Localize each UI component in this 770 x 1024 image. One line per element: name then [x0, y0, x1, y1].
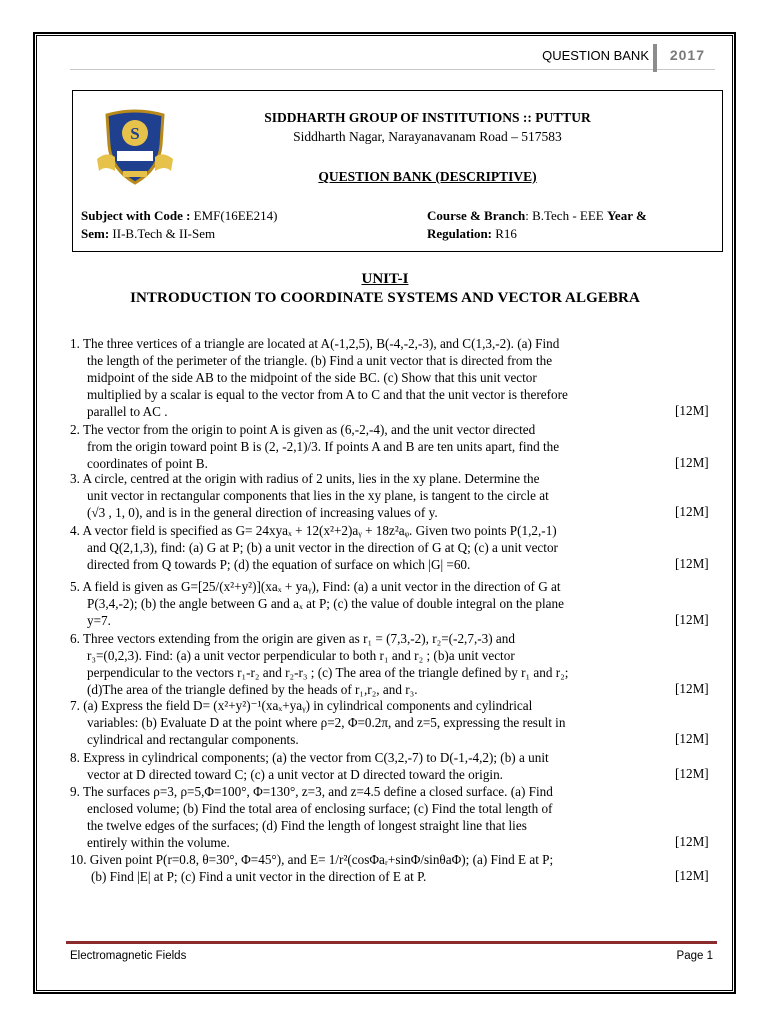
footer-rule [66, 941, 717, 944]
question-line: 3. A circle, centred at the origin with radius of 2 units, lies in the xy plane. Determine the [70, 471, 540, 486]
subject-value: EMF(16EE214) [193, 208, 278, 223]
sem-row [81, 226, 215, 242]
question-line: 6. Three vectors extending from the origin are given as r₁ = (7,3,-2), r₂=(-2,7,-3) and [70, 631, 515, 646]
sem-value: II-B.Tech & II-Sem [112, 226, 216, 241]
question-line: r₃=(0,2,3). Find: (a) a unit vector perpendicular to both r₁ and r₂ ; (b)a unit vector [87, 648, 515, 663]
question-line: (b) Find |E| at P; (c) Find a unit vector in the direction of E at P. [91, 869, 427, 884]
question-marks: [12M] [675, 455, 709, 470]
question-line: 2. The vector from the origin to point A is given as (6,-2,-4), and the unit vector directed [70, 422, 536, 437]
header-year: 2017 [669, 47, 705, 63]
footer-page-number: Page 1 [676, 950, 713, 962]
question-line: 1. The three vertices of a triangle are located at A(-1,2,5), B(-4,-2,-3), and C(1,3,-2). (a) Find [70, 336, 560, 351]
question-line: (d)The area of the triangle defined by the heads of r₁,r₂, and r₃. [87, 682, 418, 697]
question-line: coordinates of point B. [87, 456, 208, 471]
question-line: 10. Given point P(r=0.8, θ=30°, Φ=45°), and E= 1/r²(cosΦaᵣ+sinΦ/sinθaΦ); (a) Find E at P; [70, 852, 554, 867]
question-line: the twelve edges of the surfaces; (d) Find the length of longest straight line that lies [87, 818, 527, 833]
question-marks: [12M] [675, 868, 709, 883]
subject-row [81, 208, 277, 224]
question-line: parallel to AC . [87, 404, 168, 419]
question-marks: [12M] [675, 681, 709, 696]
question-line: entirely within the volume. [87, 835, 230, 850]
question-line: unit vector in rectangular components that lies in the xy plane, is tangent to the circle at [87, 488, 549, 503]
course-value: : B.Tech - EEE [525, 208, 604, 223]
question-marks: [12M] [675, 504, 709, 519]
question-line: cylindrical and rectangular components. [87, 732, 299, 747]
question-marks: [12M] [675, 556, 709, 571]
regulation-row [427, 226, 517, 242]
sem-label: Sem: [81, 226, 110, 241]
svg-text:S: S [130, 124, 140, 143]
question-marks: [12M] [675, 766, 709, 781]
footer-subject: Electromagnetic Fields [70, 950, 187, 962]
question-line: 7. (a) Express the field D= (x²+y²)⁻¹(xaₓ+yaᵧ) in cylindrical components and cylindrical [70, 698, 533, 713]
unit-title: UNIT-I [361, 271, 409, 287]
question-marks: [12M] [675, 612, 709, 627]
year-label: Year & [606, 208, 647, 223]
question-line: variables: (b) Evaluate D at the point where ρ=2, Φ=0.2π, and z=5, expressing the result in [87, 715, 566, 730]
institute-address: Siddharth Nagar, Narayanavanam Road – 517583 [293, 129, 562, 144]
regulation-value: R16 [495, 226, 517, 241]
question-marks: [12M] [675, 731, 709, 746]
question-line: 8. Express in cylindrical components; (a) the vector from C(3,2,-7) to D(-1,-4,2); (b) a unit [70, 750, 549, 765]
page-header [70, 46, 715, 70]
question-line: 9. The surfaces ρ=3, ρ=5,Φ=100°, Φ=130°, z=3, and z=4.5 define a closed surface. (a) Find [70, 784, 553, 799]
course-row [427, 208, 647, 224]
question-line: midpoint of the side AB to the midpoint of the side BC. (c) Show that this unit vector [87, 370, 537, 385]
question-line: (√3 , 1, 0), and is in the general direction of increasing values of y. [87, 505, 438, 520]
question-line: y=7. [87, 613, 111, 628]
question-marks: [12M] [675, 403, 709, 418]
question-line: enclosed volume; (b) Find the total area of enclosing surface; (c) Find the total length of [87, 801, 553, 816]
regulation-label: Regulation: [427, 226, 492, 241]
subject-label: Subject with Code : [81, 208, 191, 223]
question-marks: [12M] [675, 834, 709, 849]
question-line: 4. A vector field is specified as G= 24xyaₓ + 12(x²+2)aᵧ + 18z²aᵩ. Given two points P(1,2,-1) [70, 523, 557, 538]
question-line: from the origin toward point B is (2, -2,1)/3. If points A and B are ten units apart, find the [87, 439, 560, 454]
question-line: perpendicular to the vectors r₁-r₂ and r₂-r₃ ; (c) The area of the triangle defined by r₁ and r₂; [87, 665, 569, 680]
question-line: the length of the perimeter of the triangle. (b) Find a unit vector that is directed from the [87, 353, 553, 368]
document-title: QUESTION BANK (DESCRIPTIVE) [318, 169, 537, 184]
institute-name: SIDDHARTH GROUP OF INSTITUTIONS :: PUTTUR [264, 110, 591, 125]
question-line: and Q(2,1,3), find: (a) G at P; (b) a unit vector in the direction of G at Q; (c) a unit vector [87, 540, 558, 555]
course-label: Course & Branch [427, 208, 526, 223]
header-separator [653, 44, 657, 72]
question-line: P(3,4,-2); (b) the angle between G and aₓ at P; (c) the value of double integral on the plane [87, 596, 564, 611]
question-line: multiplied by a scalar is equal to the vector from A to C and that the unit vector is therefore [87, 387, 568, 402]
header-title: QUESTION BANK [542, 48, 649, 63]
question-line: vector at D directed toward C; (c) a unit vector at D directed toward the origin. [87, 767, 503, 782]
question-line: 5. A field is given as G=[25/(x²+y²)](xaₓ + yaᵧ), Find: (a) a unit vector in the direction of G at [70, 579, 561, 594]
institute-box [72, 90, 723, 252]
question-line: directed from Q towards P; (d) the equation of surface on which |G| =60. [87, 557, 471, 572]
unit-subtitle: INTRODUCTION TO COORDINATE SYSTEMS AND VECTOR ALGEBRA [130, 290, 640, 306]
